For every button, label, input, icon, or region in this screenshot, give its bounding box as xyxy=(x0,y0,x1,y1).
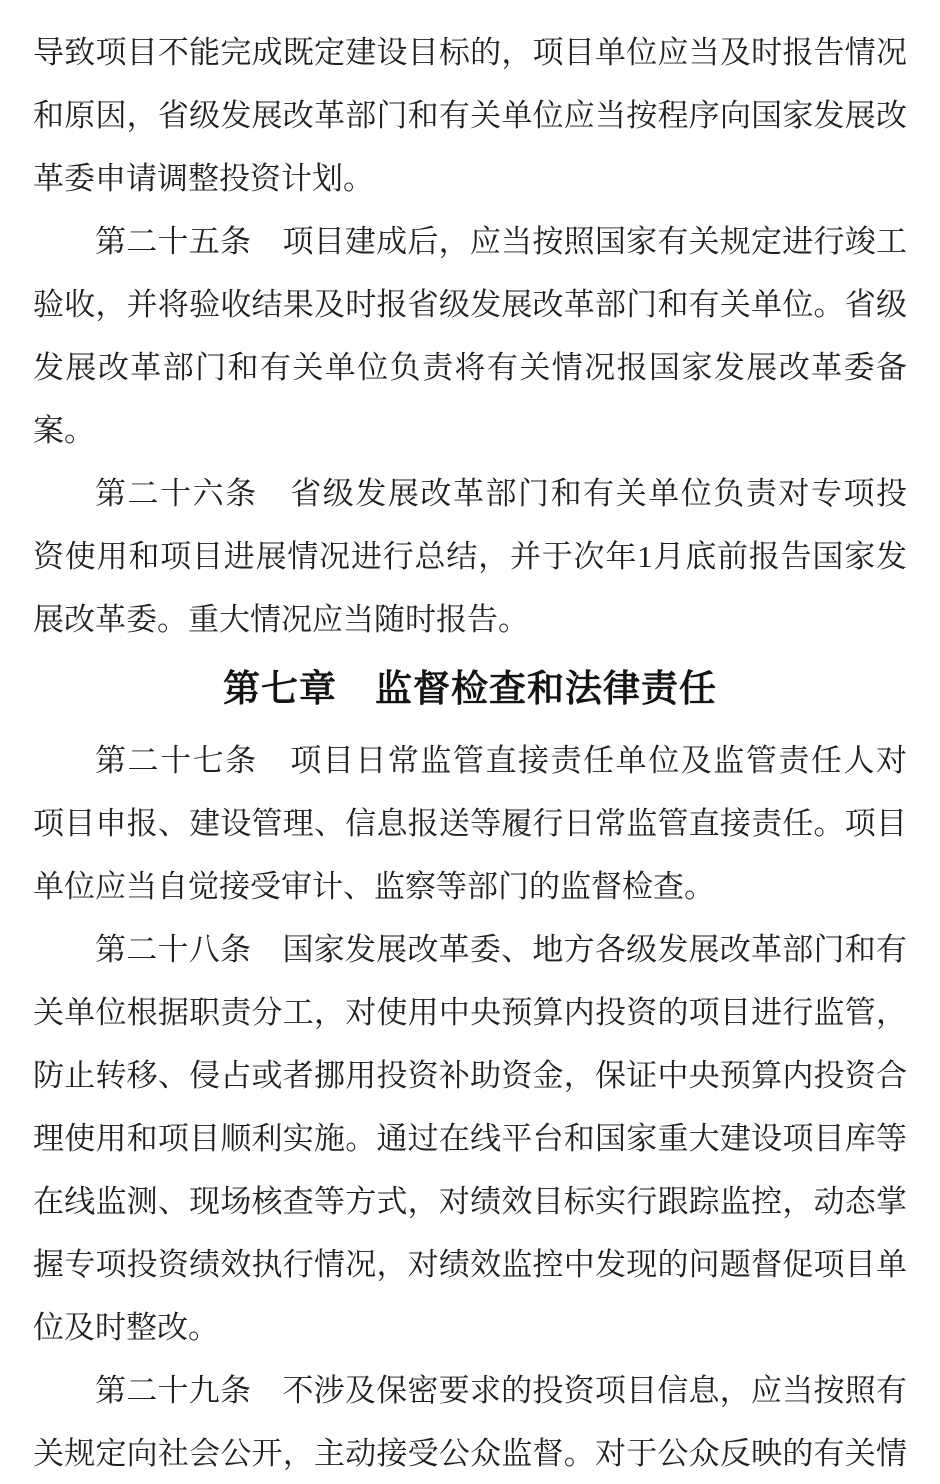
paragraph-article-26 xyxy=(33,462,907,651)
chapter-7-heading: 第七章 监督检查和法律责任 xyxy=(223,668,717,709)
doc-line: 项目申报、建设管理、信息报送等履行日常监管直接责任。项目 xyxy=(33,806,907,841)
doc-line: 握专项投资绩效执行情况，对绩效监控中发现的问题督促项目单 xyxy=(33,1247,907,1282)
doc-line: 关单位根据职责分工，对使用中央预算内投资的项目进行监管， xyxy=(33,995,907,1030)
paragraph-continuation xyxy=(33,21,907,210)
doc-line: 位及时整改。 xyxy=(33,1310,219,1345)
doc-line: 第二十五条 项目建成后，应当按照国家有关规定进行竣工 xyxy=(95,224,907,259)
doc-line: 单位应当自觉接受审计、监察等部门的监督检查。 xyxy=(33,869,715,904)
doc-line: 发展改革部门和有关单位负责将有关情况报国家发展改革委备 xyxy=(33,350,907,385)
doc-line: 资使用和项目进展情况进行总结，并于次年1月底前报告国家发 xyxy=(33,539,907,574)
paragraph-article-27 xyxy=(33,729,907,918)
doc-line: 和原因，省级发展改革部门和有关单位应当按程序向国家发展改 xyxy=(33,98,907,133)
doc-line: 第二十八条 国家发展改革委、地方各级发展改革部门和有 xyxy=(95,932,907,967)
doc-line: 关规定向社会公开，主动接受公众监督。对于公众反映的有关情 xyxy=(33,1436,907,1471)
paragraph-article-29 xyxy=(33,1359,907,1484)
paragraph-article-25 xyxy=(33,210,907,462)
doc-line: 第二十九条 不涉及保密要求的投资项目信息，应当按照有 xyxy=(95,1373,907,1408)
doc-line: 验收，并将验收结果及时报省级发展改革部门和有关单位。省级 xyxy=(33,287,907,322)
doc-line: 导致项目不能完成既定建设目标的，项目单位应当及时报告情况 xyxy=(33,35,907,70)
paragraph-article-28 xyxy=(33,918,907,1359)
doc-line: 理使用和项目顺利实施。通过在线平台和国家重大建设项目库等 xyxy=(33,1121,907,1156)
doc-line: 第二十六条 省级发展改革部门和有关单位负责对专项投 xyxy=(95,476,907,511)
doc-line: 革委申请调整投资计划。 xyxy=(33,161,374,196)
doc-line: 案。 xyxy=(33,413,95,448)
doc-line: 在线监测、现场核查等方式，对绩效目标实行跟踪监控，动态掌 xyxy=(33,1184,907,1219)
doc-line: 第二十七条 项目日常监管直接责任单位及监管责任人对 xyxy=(95,743,907,778)
doc-line: 防止转移、侵占或者挪用投资补助资金，保证中央预算内投资合 xyxy=(33,1058,907,1093)
doc-line: 展改革委。重大情况应当随时报告。 xyxy=(33,602,529,637)
